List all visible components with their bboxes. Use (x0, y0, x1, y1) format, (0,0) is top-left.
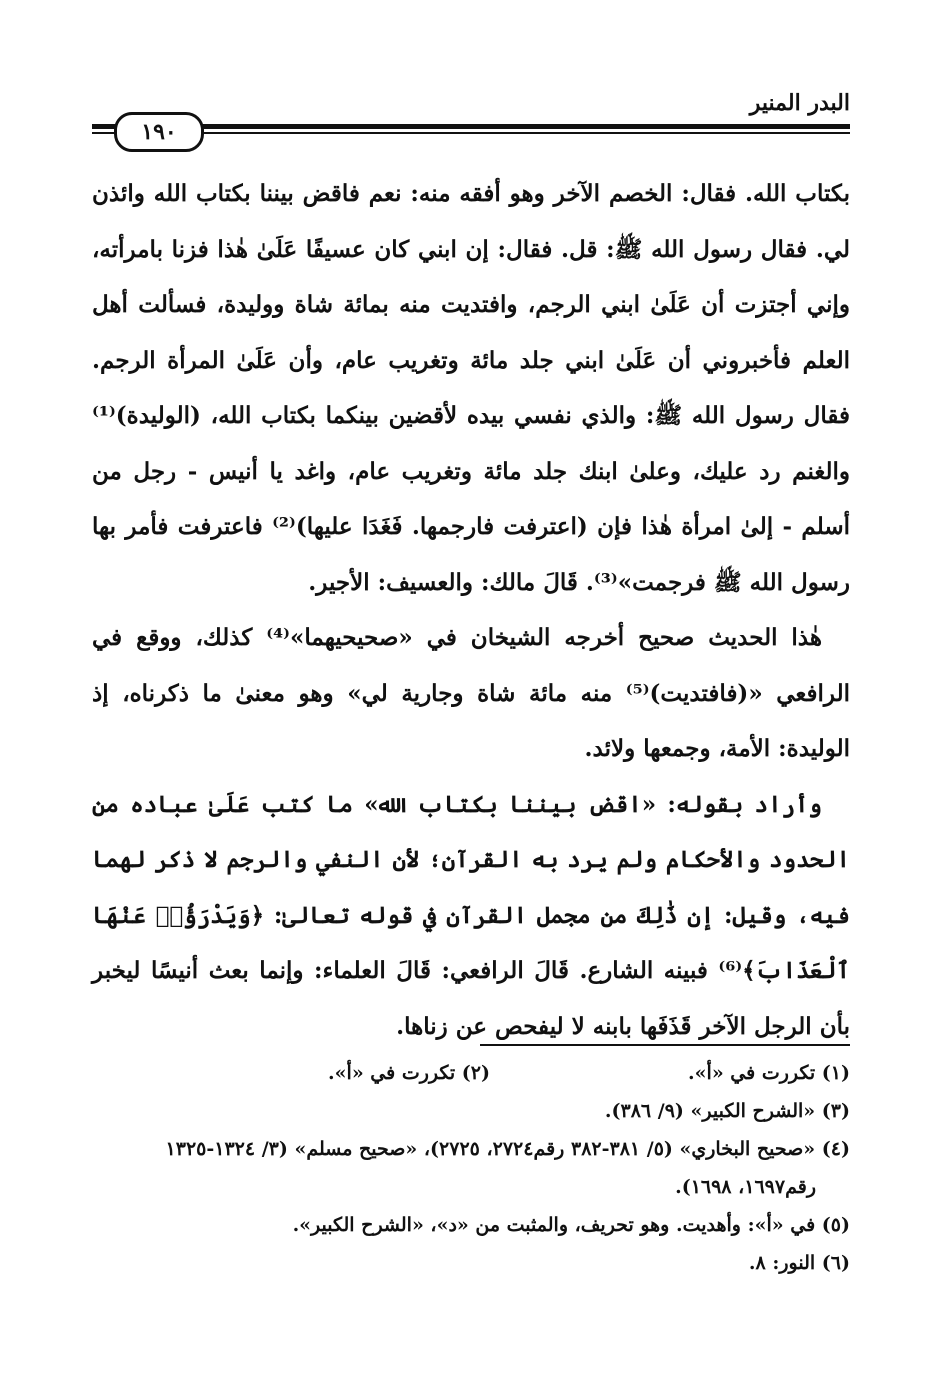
page-number: ١٩٠ (114, 112, 204, 152)
header-rule-thick (92, 124, 850, 129)
paragraph-hadith: بكتاب الله. فقال: الخصم الآخر وهو أفقه منه: نعم فاقض بيننا بكتاب الله وائذن لي. فقال رسول الله ﷺ: قل. فقال: إن ابني كان عسيفًا عَلَىٰ هٰذا فزنا بامرأته، وإني أجتزت أن عَلَىٰ ابني الرجم، وافتديت منه بمائة شاة ووليدة، فسألت أهل العلم فأخبروني أن عَلَىٰ ابني جلد مائة وتغريب عام، وأن عَلَىٰ المرأة الرجم. فقال رسول الله ﷺ: والذي نفسي بيده لأقضين بينكما بكتاب الله، (الوليدة)⁽¹⁾ والغنم رد عليك، وعلىٰ ابنك جلد مائة وتغريب عام، واغد يا أنيس - رجل من أسلم - إلىٰ امرأة هٰذا فإن (اعترفت فارجمها. فَغَدَا عليها)⁽²⁾ فاعترفت فأمر بها رسول الله ﷺ فرجمت»⁽³⁾. قَالَ مالك: والعسيف: الأجير. (92, 180, 850, 596)
footnote-2: (٢) تكررت في «أ». (328, 1062, 490, 1084)
footnotes (92, 1054, 850, 1282)
footnote-5: (٥) في «أ»: وأهديت. وهو تحريف، والمثبت من «د»، «الشرح الكبير». (292, 1214, 850, 1236)
footnote-row (92, 1054, 850, 1092)
page-header (92, 88, 850, 148)
main-text (92, 166, 850, 1054)
paragraph-takhrij: هٰذا الحديث صحيح أخرجه الشيخان في «صحيحيهما»⁽⁴⁾ كذلك، ووقع في الرافعي «(فافتديت)⁽⁵⁾ منه مائة شاة وجارية لي» وهو معنىٰ ما ذكرناه، إذ الوليدة: الأمة، وجمعها ولائد. (92, 624, 850, 762)
footnote-6: (٦) النور: ٨. (748, 1252, 850, 1274)
header-rule-thin (92, 132, 850, 134)
footnote-1: (١) تكررت في «أ». (688, 1062, 850, 1084)
running-title: البدر المنير (749, 90, 850, 116)
paragraph-commentary: وأراد بقوله: «اقض بيننا بكتاب الله» ما كتب عَلَىٰ عباده من الحدود والأحكام ولم يرد به القرآن؛ لأن النفي والرجم لا ذكر لهما فيه، وقيل: إن ذَٰلِكَ من مجمل القرآن في قوله تعالىٰ: ﴿وَيَدْرَؤُا۟ عَنْهَا ٱلْعَذَابَ﴾⁽⁶⁾ فبينه الشارع. قَالَ الرافعي: قَالَ العلماء: وإنما بعث أنيسًا ليخبر بأن الرجل الآخر قَذَفَها بابنه لا ليفحص عن زناها. (92, 790, 850, 1040)
footnote-separator (480, 1044, 850, 1046)
footnote-3: (٣) «الشرح الكبير» (٩/ ٣٨٦). (604, 1100, 850, 1122)
footnote-4: (٤) «صحيح البخاري» (٥/ ٣٨١-٣٨٢ رقم٢٧٢٤، ٢٧٢٥)، «صحيح مسلم» (٣/ ١٣٢٤-١٣٢٥ رقم١٦٩٧، ١٦٩٨). (165, 1138, 850, 1198)
